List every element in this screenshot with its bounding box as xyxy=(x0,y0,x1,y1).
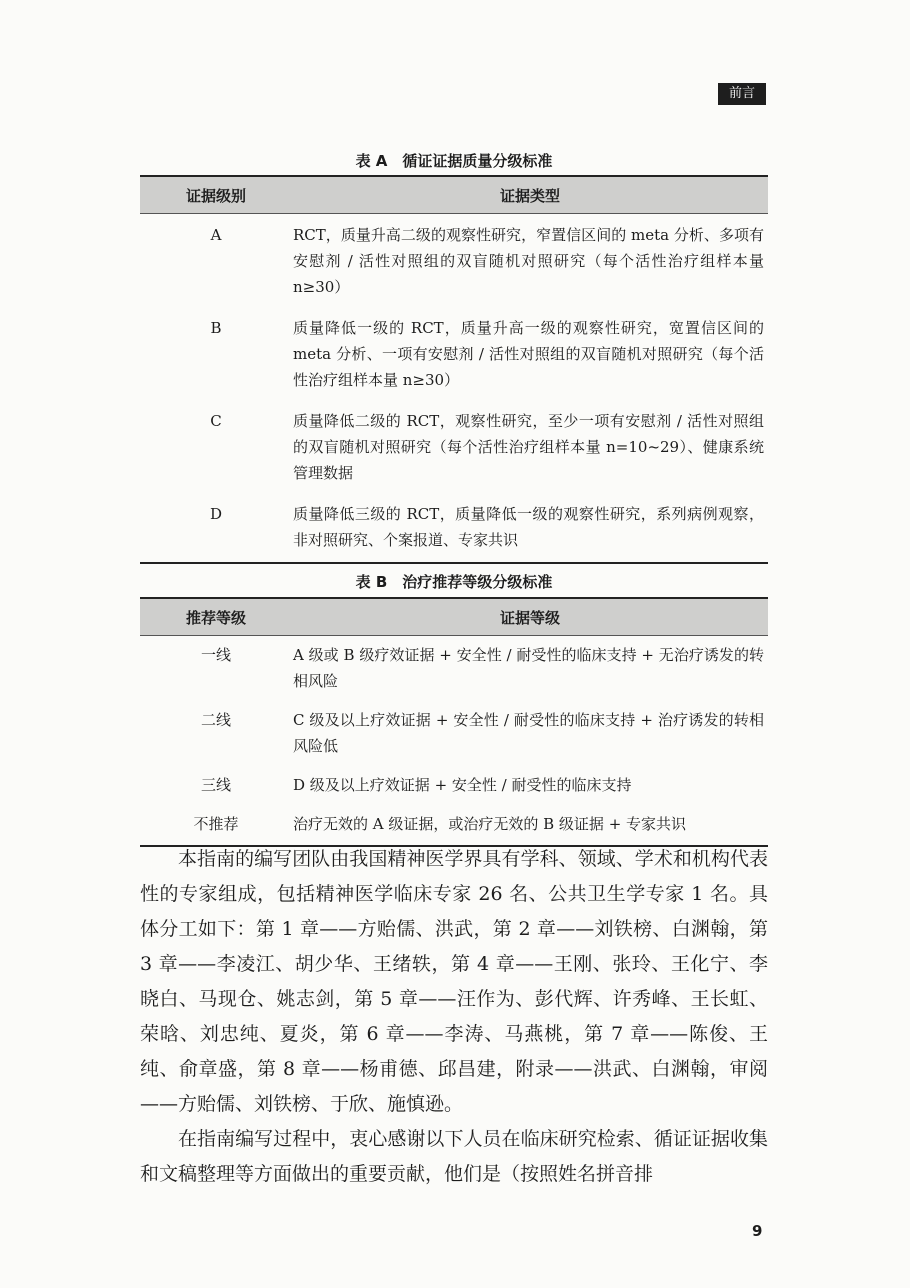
column-header-type: 证据类型 xyxy=(292,176,768,214)
evidence-level: B xyxy=(210,319,222,337)
evidence-type: 质量降低二级的 RCT，观察性研究，至少一项有安慰剂 / 活性对照组的双盲随机对照研究（每个活性治疗组样本量 n=10~29）、健康系统管理数据 xyxy=(293,412,764,482)
table-a-caption: 表 A 循证证据质量分级标准 xyxy=(355,152,553,170)
evidence-grade: A 级或 B 级疗效证据 + 安全性 / 耐受性的临床支持 + 无治疗诱发的转相风险 xyxy=(293,646,764,690)
table-row xyxy=(140,402,768,495)
recommendation-grade-table xyxy=(140,597,768,847)
column-header-level: 证据级别 xyxy=(140,176,292,214)
table-row xyxy=(140,309,768,402)
recommendation-level: 不推荐 xyxy=(140,806,292,846)
table-row xyxy=(140,702,768,767)
evidence-level: C xyxy=(210,412,222,430)
evidence-level: A xyxy=(210,226,222,244)
recommendation-level: 三线 xyxy=(200,776,231,794)
paragraph-authors: 本指南的编写团队由我国精神医学界具有学科、领域、学术和机构代表性的专家组成，包括精神医学临床专家 26 名、公共卫生学专家 1 名。具体分工如下：第 1 章——方贻儒、洪武，第 2 章——刘铁榜、白渊翰，第 3 章——李凌江、胡少华、王绪轶，第 4 章——王刚、张玲、王化宁、李晓白、马现仓、姚志剑，第 5 章——汪作为、彭代辉、许秀峰、王长虹、荣晗、刘忠纯、夏炎，第 6 章——李涛、马燕桃，第 7 章——陈俊、王纯、俞章盛，第 8 章——杨甫德、邱昌建，附录——洪武、白渊翰，审阅——方贻儒、刘铁榜、于欣、施慎逊。 xyxy=(140,848,768,1115)
page-number: 9 xyxy=(752,1222,763,1240)
evidence-type: 质量降低三级的 RCT，质量降低一级的观察性研究，系列病例观察，非对照研究、个案报道、专家共识 xyxy=(292,495,768,563)
table-header-row xyxy=(140,598,768,636)
table-b-caption: 表 B 治疗推荐等级分级标准 xyxy=(355,573,553,591)
column-header-recommendation: 推荐等级 xyxy=(140,598,292,636)
paragraph-acknowledgements: 在指南编写过程中，衷心感谢以下人员在临床研究检索、循证证据收集和文稿整理等方面做出的重要贡献，他们是（按照姓名拼音排 xyxy=(140,1128,768,1185)
evidence-grade: 治疗无效的 A 级证据，或治疗无效的 B 级证据 + 专家共识 xyxy=(292,806,768,846)
recommendation-level: 二线 xyxy=(200,711,231,729)
body-text xyxy=(140,842,768,1192)
table-header-row xyxy=(140,176,768,214)
column-header-evidence-grade: 证据等级 xyxy=(292,598,768,636)
table-row xyxy=(140,214,768,310)
evidence-grade: D 级及以上疗效证据 + 安全性 / 耐受性的临床支持 xyxy=(293,776,632,794)
evidence-type: RCT，质量升高二级的观察性研究，窄置信区间的 meta 分析、多项有安慰剂 / 活性对照组的双盲随机对照研究（每个活性治疗组样本量 n≥30） xyxy=(293,226,764,296)
evidence-type: 质量降低一级的 RCT，质量升高一级的观察性研究，宽置信区间的 meta 分析、一项有安慰剂 / 活性对照组的双盲随机对照研究（每个活性治疗组样本量 n≥30） xyxy=(293,319,764,389)
table-row xyxy=(140,636,768,703)
recommendation-level: 一线 xyxy=(200,646,231,664)
evidence-level: D xyxy=(140,495,292,563)
evidence-quality-table xyxy=(140,175,768,564)
table-row xyxy=(140,806,768,846)
table-row xyxy=(140,767,768,806)
evidence-grade: C 级及以上疗效证据 + 安全性 / 耐受性的临床支持 + 治疗诱发的转相风险低 xyxy=(293,711,764,755)
section-tag: 前言 xyxy=(718,83,766,105)
table-row xyxy=(140,495,768,563)
